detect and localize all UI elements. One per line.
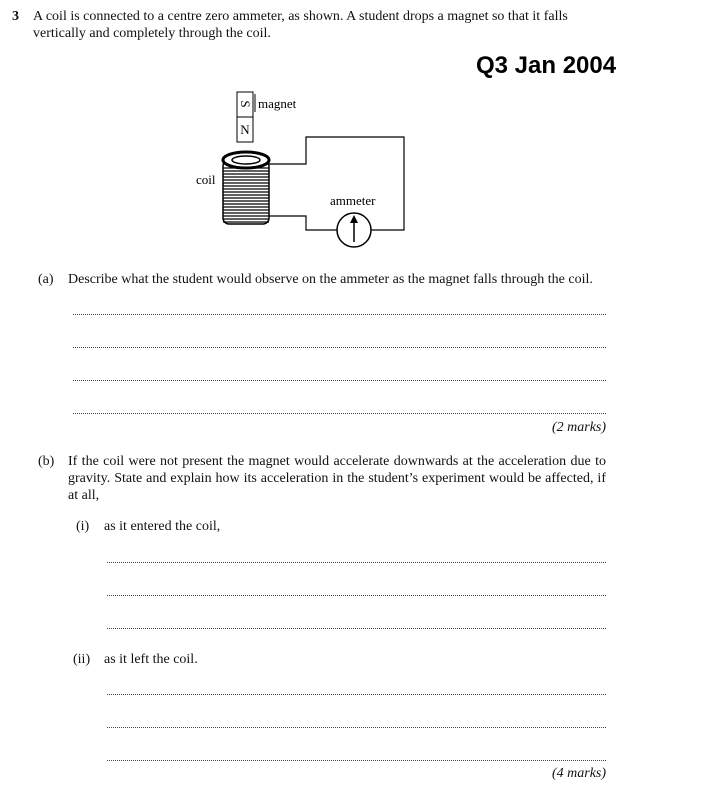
circuit-diagram — [0, 85, 720, 255]
answer-line[interactable] — [107, 727, 606, 728]
part-b-i-text: as it entered the coil, — [104, 519, 221, 534]
magnet-pole-bottom: N — [240, 122, 250, 137]
coil-label: coil — [196, 172, 216, 187]
ammeter — [337, 213, 371, 247]
coil — [223, 152, 269, 224]
part-a-text: Describe what the student would observe on the ammeter as the magnet falls through the coil. — [68, 272, 593, 287]
answer-line[interactable] — [107, 760, 606, 761]
answer-line[interactable] — [73, 413, 606, 414]
answer-line[interactable] — [107, 562, 606, 563]
magnet-pole-top: S — [238, 100, 253, 108]
part-b-ii-text: as it left the coil. — [104, 652, 198, 667]
ammeter-label: ammeter — [330, 193, 376, 208]
circuit-wires — [269, 137, 404, 230]
question-number: 3 — [12, 9, 19, 24]
question-stem: A coil is connected to a centre zero ammeter, as shown. A student drops a magnet so that it falls vertically and completely through the coil. — [33, 9, 568, 41]
answer-line[interactable] — [107, 628, 606, 629]
answer-line[interactable] — [107, 595, 606, 596]
paper-reference: Q3 Jan 2004 — [476, 52, 617, 79]
magnet-label: magnet — [258, 96, 297, 111]
part-a-marks: (2 marks) — [552, 420, 607, 435]
part-b-text: If the coil were not present the magnet would accelerate downwards at the acceleration due to gravity. State and explain how its acceleration in the student’s experiment would be affected, if at all, — [68, 454, 606, 503]
answer-line[interactable] — [73, 314, 606, 315]
answer-line[interactable] — [73, 380, 606, 381]
answer-line[interactable] — [73, 347, 606, 348]
answer-line[interactable] — [107, 694, 606, 695]
part-b-i-label: (i) — [76, 519, 90, 534]
part-b-marks: (4 marks) — [552, 766, 607, 781]
part-b-label: (b) — [38, 454, 55, 469]
part-a-label: (a) — [38, 272, 54, 287]
part-b-ii-label: (ii) — [73, 652, 91, 667]
